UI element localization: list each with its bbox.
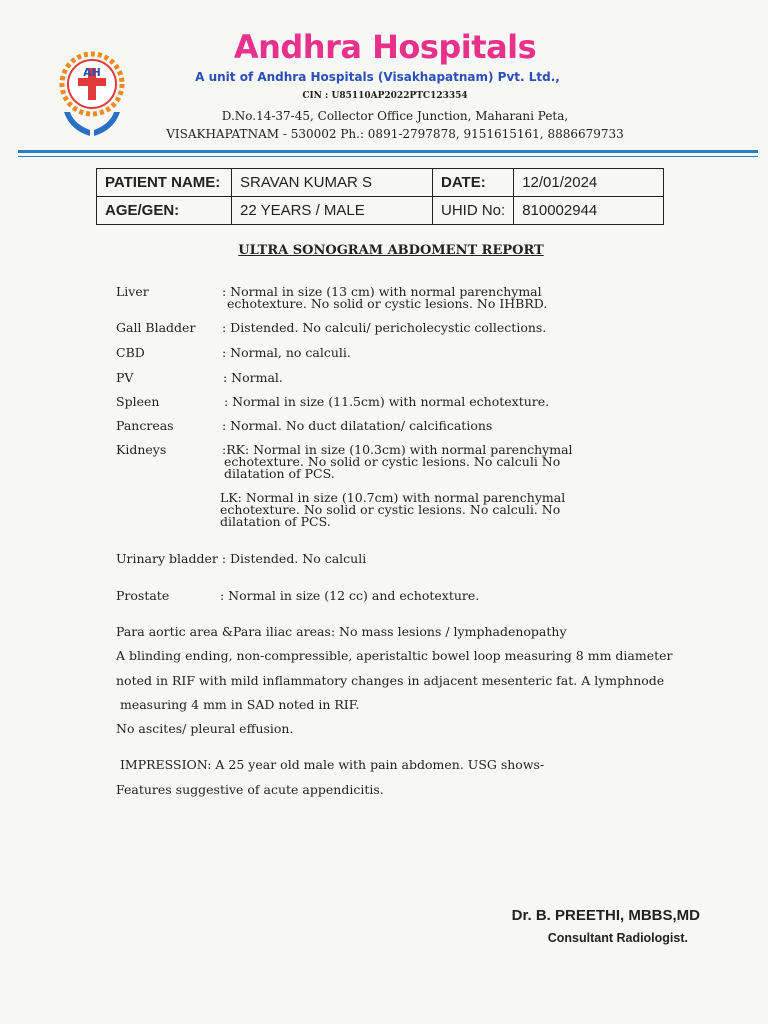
bowel-finding-line-1: A blinding ending, non-compressible, aperistaltic bowel loop measuring 8 mm diameter [116, 648, 673, 663]
cin-number: CIN : U85110AP2022PTC123354 [302, 91, 468, 101]
age-gender-label: AGE/GEN: [97, 197, 232, 225]
right-kidney-line-2: echotexture. No solid or cystic lesions. No calculi No [224, 454, 561, 469]
para-aortic-finding: Para aortic area &Para iliac areas: No mass lesions / lymphadenopathy [116, 624, 567, 639]
pancreas-finding: : Normal. No duct dilatation/ calcifications [222, 418, 493, 433]
liver-finding-line-2: echotexture. No solid or cystic lesions. No IHBRD. [227, 296, 548, 311]
table-row [97, 197, 664, 225]
hospital-name: Andhra Hospitals [233, 28, 537, 66]
prostate-label: Prostate [116, 588, 170, 603]
header-divider-thin [18, 156, 758, 157]
pancreas-label: Pancreas [116, 418, 174, 433]
logo-lettering: AH [83, 66, 101, 79]
patient-name-value: SRAVAN KUMAR S [232, 169, 433, 197]
doctor-role: Consultant Radiologist. [547, 931, 688, 945]
gall-bladder-finding: : Distended. No calculi/ pericholecystic collections. [222, 320, 547, 335]
lymphnode-finding: measuring 4 mm in SAD noted in RIF. [116, 697, 360, 712]
table-row [97, 169, 664, 197]
cbd-label: CBD [116, 345, 145, 360]
gall-bladder-label: Gall Bladder [116, 320, 196, 335]
date-label: DATE: [433, 169, 514, 197]
ascites-finding: No ascites/ pleural effusion. [116, 721, 294, 736]
patient-name-label: PATIENT NAME: [97, 169, 232, 197]
left-kidney-line-1: LK: Normal in size (10.7cm) with normal parenchymal [220, 490, 566, 505]
left-kidney-line-3: dilatation of PCS. [220, 514, 331, 529]
kidneys-label: Kidneys [116, 442, 167, 457]
pv-label: PV [116, 370, 134, 385]
uhid-label: UHID No: [433, 197, 514, 225]
liver-finding-line-1: : Normal in size (13 cm) with normal parenchymal [222, 284, 542, 299]
date-value: 12/01/2024 [514, 169, 664, 197]
hospital-logo-icon [56, 50, 128, 138]
pv-finding: : Normal. [223, 370, 283, 385]
right-kidney-line-1: :RK: Normal in size (10.3cm) with normal parenchymal [222, 442, 573, 457]
cbd-finding: : Normal, no calculi. [222, 345, 351, 360]
age-gender-value: 22 YEARS / MALE [232, 197, 433, 225]
doctor-name: Dr. B. PREETHI, MBBS,MD [511, 907, 700, 924]
header-divider [18, 150, 758, 153]
liver-label: Liver [116, 284, 149, 299]
address-line-2: VISAKHAPATNAM - 530002 Ph.: 0891-2797878, 9151615161, 8886679733 [166, 127, 624, 141]
address-line-1: D.No.14-37-45, Collector Office Junction, Maharani Peta, [221, 109, 569, 123]
left-kidney-line-2: echotexture. No solid or cystic lesions. No calculi. No [220, 502, 561, 517]
impression-line-1: IMPRESSION: A 25 year old male with pain abdomen. USG shows- [116, 757, 545, 772]
prostate-finding: : Normal in size (12 cc) and echotexture. [220, 588, 480, 603]
report-title: ULTRA SONOGRAM ABDOMENT REPORT [238, 243, 544, 258]
spleen-label: Spleen [116, 394, 160, 409]
uhid-value: 810002944 [514, 197, 664, 225]
patient-info-table [96, 168, 664, 225]
spleen-finding: : Normal in size (11.5cm) with normal echotexture. [224, 394, 550, 409]
impression-line-2: Features suggestive of acute appendicitis. [116, 782, 384, 797]
urinary-bladder-finding: Urinary bladder : Distended. No calculi [116, 551, 367, 566]
right-kidney-line-3: dilatation of PCS. [224, 466, 335, 481]
unit-line: A unit of Andhra Hospitals (Visakhapatnam) Pvt. Ltd., [195, 70, 560, 84]
bowel-finding-line-2: noted in RIF with mild inflammatory changes in adjacent mesenteric fat. A lymphnode [116, 673, 665, 688]
